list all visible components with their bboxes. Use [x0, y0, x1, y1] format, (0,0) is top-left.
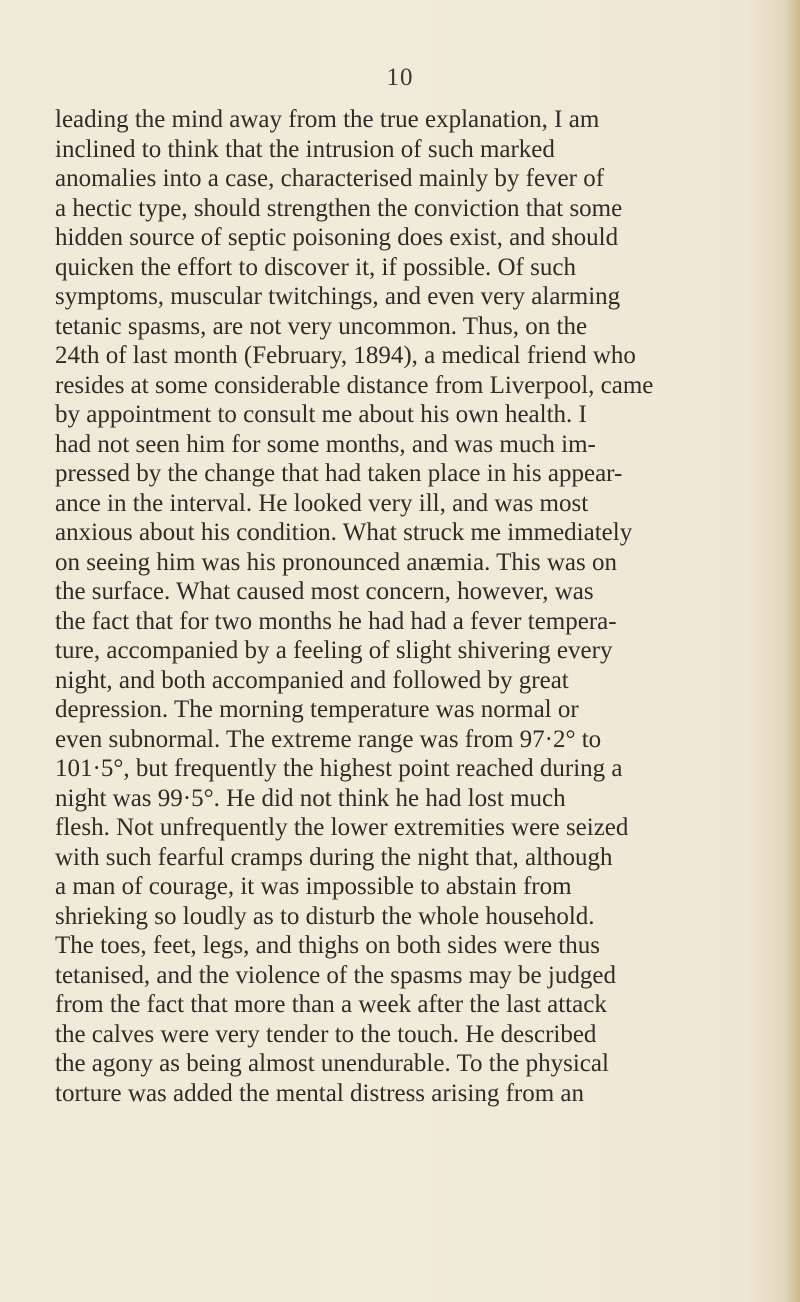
page-number: 10: [386, 64, 414, 91]
text-line: the fact that for two months he had had a fever tempera-: [55, 607, 617, 635]
body-text: [55, 105, 795, 1108]
text-line: The toes, feet, legs, and thighs on both sides were thus: [55, 932, 601, 959]
text-line: quicken the effort to discover it, if possible. Of such: [55, 253, 576, 281]
text-line: tetanised, and the violence of the spasms may be judged: [55, 961, 616, 989]
text-line: the surface. What caused most concern, however, was: [55, 578, 594, 605]
text-line: on seeing him was his pronounced anæmia. This was on: [55, 548, 617, 576]
text-line: with such fearful cramps during the night that, although: [55, 843, 613, 871]
text-line: a hectic type, should strengthen the conviction that some: [55, 194, 623, 222]
text-line: pressed by the change that had taken place in his appear-: [55, 460, 623, 487]
text-line: by appointment to consult me about his own health. I: [55, 401, 587, 428]
text-line: anxious about his condition. What struck me immediately: [55, 519, 633, 546]
text-line: resides at some considerable distance from Liverpool, came: [55, 371, 654, 399]
text-line: ance in the interval. He looked very ill, and was most: [55, 489, 589, 517]
text-line: the calves were very tender to the touch. He described: [55, 1020, 597, 1048]
text-line: flesh. Not unfrequently the lower extremities were seized: [55, 814, 629, 841]
text-line: from the fact that more than a week after the last attack: [55, 991, 607, 1018]
text-line: anomalies into a case, characterised mainly by fever of: [55, 165, 605, 192]
text-line: depression. The morning temperature was normal or: [55, 696, 579, 723]
text-line: a man of courage, it was impossible to abstain from: [55, 873, 572, 900]
text-line: shrieking so loudly as to disturb the whole household.: [55, 902, 595, 930]
text-line: inclined to think that the intrusion of such marked: [55, 135, 555, 163]
text-line: leading the mind away from the true explanation, I am: [55, 106, 600, 133]
text-line: ture, accompanied by a feeling of slight shivering every: [55, 637, 613, 664]
text-line: symptoms, muscular twitchings, and even very alarming: [55, 283, 621, 310]
text-line: torture was added the mental distress arising from an: [55, 1079, 585, 1107]
text-line: 24th of last month (February, 1894), a medical friend who: [55, 342, 636, 369]
text-line: had not seen him for some months, and was much im-: [55, 430, 596, 458]
text-line: even subnormal. The extreme range was from 97·2° to: [55, 725, 602, 753]
text-line: 101·5°, but frequently the highest point reached during a: [55, 755, 623, 782]
text-line: tetanic spasms, are not very uncommon. Thus, on the: [55, 312, 588, 340]
text-line: night was 99·5°. He did not think he had lost much: [55, 784, 566, 812]
text-line: the agony as being almost unendurable. To the physical: [55, 1050, 609, 1077]
text-line: hidden source of septic poisoning does exist, and should: [55, 224, 619, 251]
text-line: night, and both accompanied and followed by great: [55, 666, 569, 694]
